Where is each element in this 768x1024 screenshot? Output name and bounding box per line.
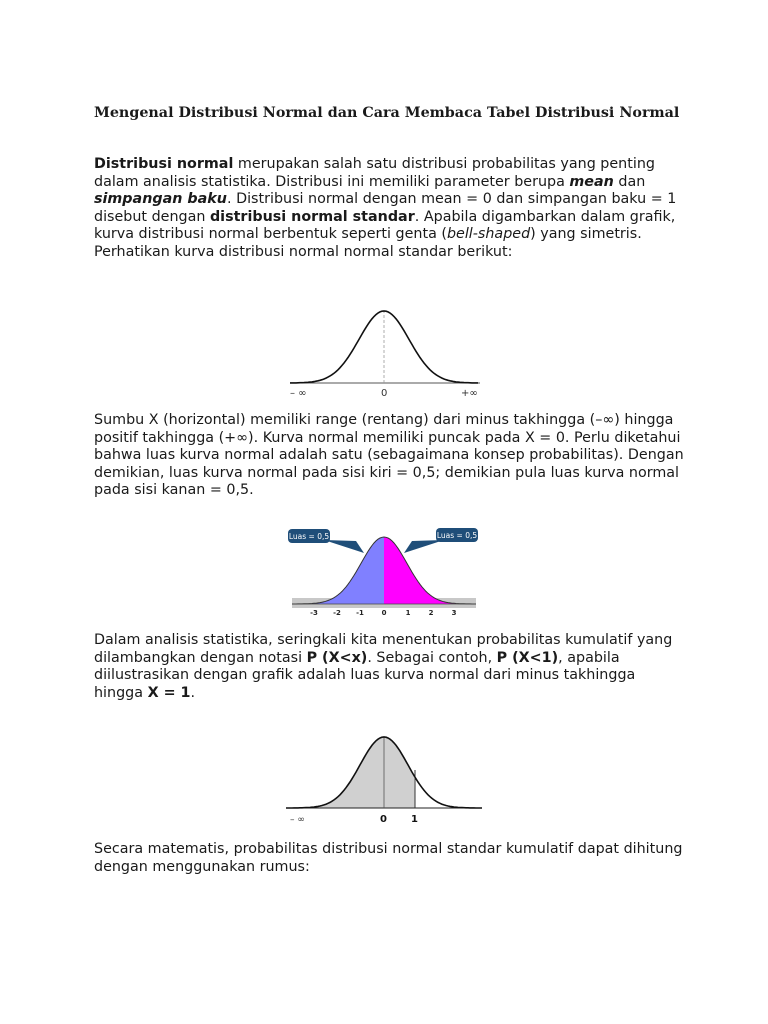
tick-label: 1	[405, 609, 411, 617]
tick-labels	[310, 609, 456, 617]
term-mean: mean	[569, 173, 614, 190]
axis-paragraph: Sumbu X (horizontal) memiliki range (rentang) dari minus takhingga (–∞) hingga positif takhingga (+∞). Kurva normal memiliki puncak pada X = 0. Perlu diketahui bahwa luas kurva normal adalah satu (sebagaimana konsep probabilitas). Dengan demikian, luas kurva normal pada sisi kiri = 0,5; demikian pula luas kurva normal pada sisi kanan = 0,5.	[94, 412, 684, 498]
left-area	[292, 537, 384, 604]
tick-label: -3	[310, 609, 318, 617]
intro-paragraph	[94, 156, 684, 261]
shaded-area	[286, 737, 415, 808]
right-area	[384, 537, 476, 604]
term-distribusi-normal-standar: distribusi normal standar	[209, 208, 415, 225]
tick-label: 3	[451, 609, 457, 617]
term-bell-shaped: bell-shaped	[446, 226, 531, 242]
label-one: 1	[411, 814, 418, 825]
callout-left-pointer	[324, 540, 364, 553]
figure-cumulative-area	[284, 730, 484, 825]
label-zero: 0	[381, 388, 388, 399]
bell-curve-diagram	[284, 300, 484, 400]
cumulative-paragraph	[94, 632, 684, 702]
text-span: merupakan salah satu distribusi probabilitas yang penting dalam analisis statistika. Distribusi ini memiliki parameter berupa	[94, 156, 655, 190]
text-span: Dalam analisis statistika, seringkali kita menentukan probabilitas kumulatif yang dilambangkan dengan notasi	[94, 632, 673, 666]
label-zero: 0	[380, 814, 387, 825]
callout-right-pointer	[404, 540, 444, 553]
formula-intro-paragraph: Secara matematis, probabilitas distribusi normal standar kumulatif dapat dihitung dengan menggunakan rumus:	[94, 841, 683, 875]
text-span: dan	[613, 173, 646, 190]
tick-label: -2	[333, 609, 341, 617]
tick-label: -1	[356, 609, 364, 617]
figure-standard-normal-curve	[284, 300, 484, 400]
tick-label: 2	[428, 609, 434, 617]
notation-p-x-less-x: P (X<x)	[306, 649, 368, 666]
text-span: . Distribusi normal dengan mean = 0 dan simpangan baku = 1 disebut dengan	[94, 191, 677, 225]
callout-right-label: Luas = 0,5	[436, 531, 478, 540]
text-span: , apabila diilustrasikan dengan grafik adalah luas kurva normal dari minus takhingga hingga	[94, 649, 636, 701]
text-span: .	[190, 684, 196, 701]
label-pos-infinity: +∞	[461, 388, 478, 399]
label-neg-infinity: – ∞	[290, 815, 305, 825]
cumulative-area-diagram	[284, 730, 484, 825]
term-distribusi-normal: Distribusi normal	[94, 156, 234, 172]
text-span: ) yang simetris. Perhatikan kurva distribusi normal normal standar berikut:	[94, 226, 642, 260]
split-area-diagram	[284, 522, 484, 620]
label-neg-infinity: – ∞	[290, 388, 307, 399]
document-title: Mengenal Distribusi Normal dan Cara Membaca Tabel Distribusi Normal	[94, 105, 680, 121]
callout-left-label: Luas = 0,5	[288, 532, 330, 541]
figure-half-areas	[284, 522, 484, 620]
tick-label: 0	[381, 609, 387, 617]
text-span: . Apabila digambarkan dalam grafik, kurva distribusi normal berbentuk seperti genta (	[94, 208, 676, 242]
notation-p-x-less-1: P (X<1)	[496, 649, 559, 666]
term-simpangan-baku: simpangan baku	[94, 191, 227, 207]
text-span: . Sebagai contoh,	[367, 649, 497, 666]
notation-x-equals-1: X = 1	[147, 684, 191, 701]
